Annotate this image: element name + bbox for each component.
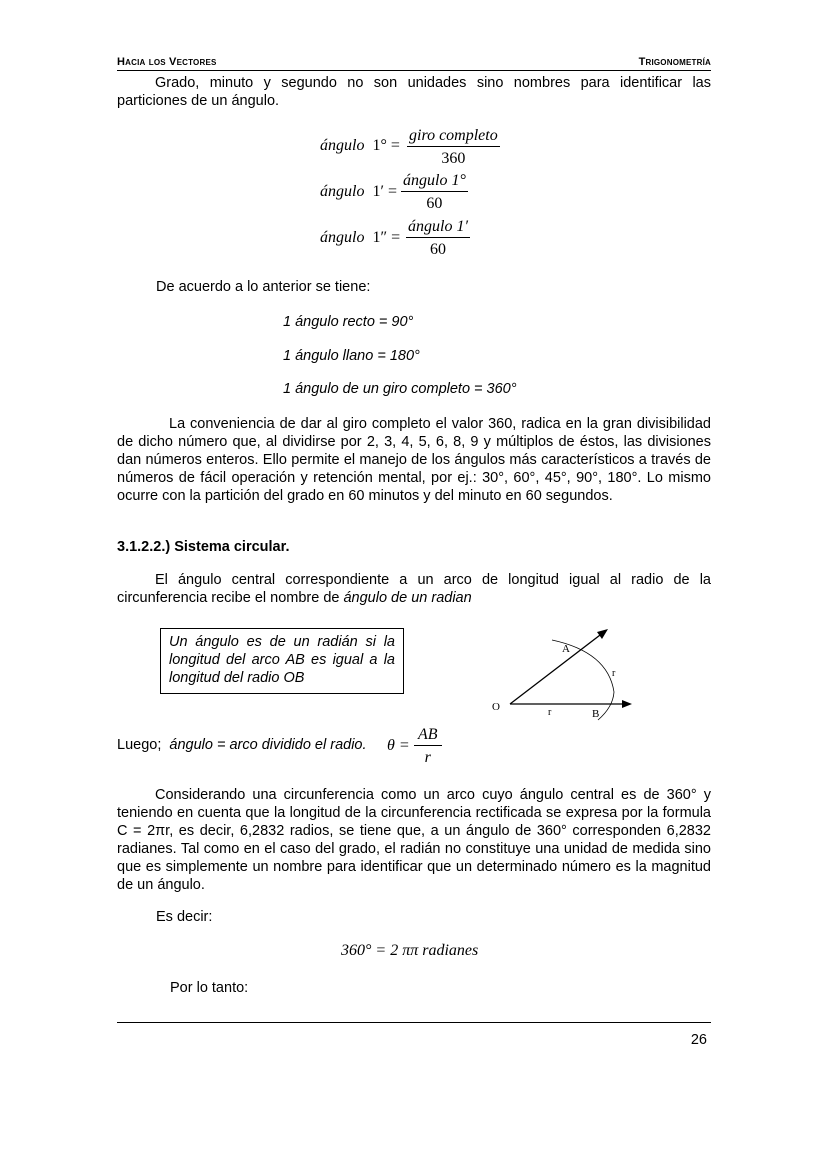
header-right xyxy=(639,56,711,68)
equation-3-sym: 1″ = xyxy=(372,229,401,246)
header-rule xyxy=(117,70,711,71)
label-r-base: r xyxy=(548,707,552,718)
header-right-text: Trigonometría xyxy=(638,56,711,68)
equation-3-numerator: ángulo 1′ xyxy=(406,218,470,238)
equation-3-lhs xyxy=(320,229,400,247)
luego-text: ángulo = arco dividido el radio. xyxy=(169,737,367,753)
por-lo-tanto-text: Por lo tanto: xyxy=(170,980,249,996)
radian-figure xyxy=(488,622,648,722)
equation-2-lhs xyxy=(320,183,397,201)
considerando-paragraph: Considerando una circunferencia como un arco cuyo ángulo central es de 360° y teniendo en cuenta que la longitud de la circunferencia rectificada se expresa por la formula C = 2πr, es decir, 6,2832 radios, se tiene que, a un ángulo de 360° corresponden 6,2832 radianes. Tal como en el caso del grado, el radián no constituye una unidad de medida sino que es simplemente un nombre para identificar que un determinado número es la magnitud de un ángulo. xyxy=(117,787,711,893)
theta-lhs: θ = xyxy=(387,737,410,754)
label-o: O xyxy=(492,701,500,713)
equation-1-denominator: 360 xyxy=(441,150,466,167)
footer-rule xyxy=(117,1022,711,1023)
equation-3-fraction xyxy=(406,218,470,259)
equation-3-word: ángulo xyxy=(320,229,365,246)
equation-2-numerator: ángulo 1° xyxy=(401,172,468,192)
list-item-recto: 1 ángulo recto = 90° xyxy=(283,314,414,330)
label-a: A xyxy=(562,643,570,655)
header-left xyxy=(117,56,217,68)
list-item-giro: 1 ángulo de un giro completo = 360° xyxy=(283,381,517,397)
equation-1-lhs xyxy=(320,137,400,155)
theta-numerator: AB xyxy=(414,726,442,746)
angulo-central-text: El ángulo central correspondiente a un arco de longitud igual al radio de la circunferencia recibe el nombre de xyxy=(117,572,711,606)
equation-2-fraction xyxy=(401,172,468,213)
equation-2-word: ángulo xyxy=(320,183,365,200)
de-acuerdo-text: De acuerdo a lo anterior se tiene: xyxy=(156,279,371,295)
equation-1-numerator: giro completo xyxy=(407,127,500,147)
equation-2-denominator: 60 xyxy=(426,195,443,212)
luego-line xyxy=(117,737,367,753)
equation-3-denominator: 60 xyxy=(429,241,446,258)
list-item-llano: 1 ángulo llano = 180° xyxy=(283,348,420,364)
es-decir-text: Es decir: xyxy=(156,909,213,925)
equation-1-fraction xyxy=(407,127,500,168)
equation-2-sym: 1′ = xyxy=(372,183,397,200)
label-r-arc: r xyxy=(612,668,616,679)
theta-denominator: r xyxy=(424,749,431,766)
angulo-central-paragraph xyxy=(117,571,711,607)
equation-1-word: ángulo xyxy=(320,137,365,154)
definition-box: Un ángulo es de un radián si la longitud del arco AB es igual a la longitud del radio OB xyxy=(160,628,404,694)
header-left-text: Hacia los Vectores xyxy=(117,56,217,68)
theta-fraction xyxy=(414,726,442,767)
angulo-central-emphasis: ángulo de un radian xyxy=(343,590,472,606)
conveniencia-paragraph: La conveniencia de dar al giro completo el valor 360, radica en la gran divisibilidad de dicho número que, al dividirse por 2, 3, 4, 5, 6, 8, 9 y múltiplos de éstos, las divisiones dan números enteros. Ello permite el manejo de los ángulos más característicos a través de números de fácil operación y retención mental, por ej.: 30°, 60°, 45°, 90°, 180°. Lo mismo ocurre con la partición del grado en 60 minutos y del minuto en 60 segundos. xyxy=(117,416,711,504)
label-b: B xyxy=(592,708,600,720)
base-arrowhead xyxy=(622,700,632,708)
page-number: 26 xyxy=(690,1032,707,1048)
section-title: 3.1.2.2.) Sistema circular. xyxy=(117,539,290,555)
luego-prefix: Luego; xyxy=(117,737,162,753)
final-equation xyxy=(341,942,478,960)
radius-ray xyxy=(510,632,604,704)
radius-arrowhead xyxy=(597,629,608,639)
intro-paragraph: Grado, minuto y segundo no son unidades sino nombres para identificar las particiones de un ángulo. xyxy=(117,75,711,109)
equation-1-sym: 1° = xyxy=(372,137,400,154)
final-equation-text: 360° = 2 ππ radianes xyxy=(341,942,479,959)
